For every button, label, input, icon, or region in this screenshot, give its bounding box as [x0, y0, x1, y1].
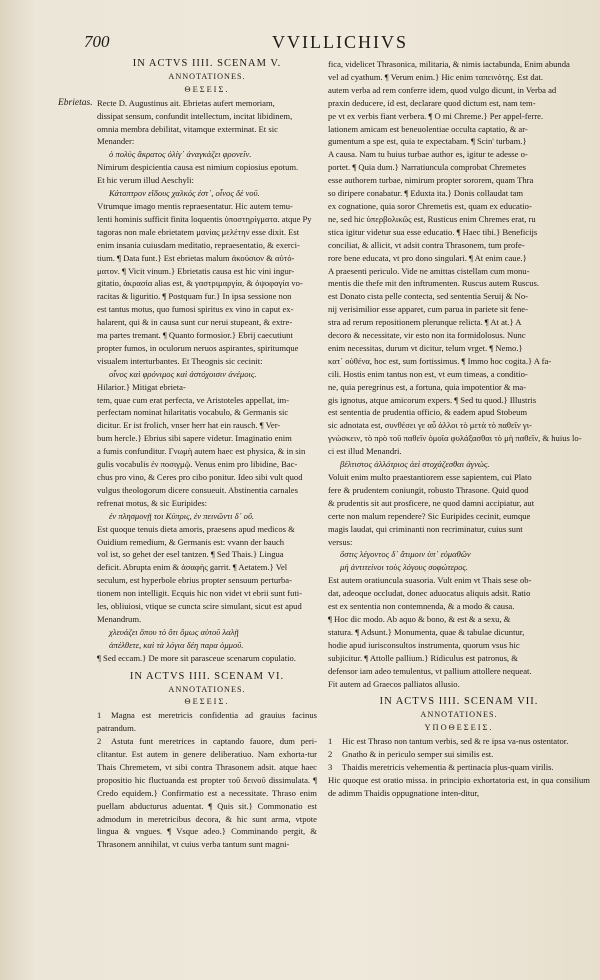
text-line: Menandrum.	[97, 613, 142, 624]
text-line: gumentum a spe est, quia te expectabam. ¶ Scin' turbam.}	[328, 136, 527, 147]
greek-quote: χλευάζει ὅπου τὸ ὅτι ὅμως αὐτοῦ λαλῇ	[109, 626, 239, 637]
text-line: ¶ Sed eccam.} De more sit parasceue scenarum copulatio.	[97, 652, 296, 663]
text-line: Recte D. Augustinus ait. Ebrietas aufert memoriam,	[97, 97, 275, 108]
text-line: Et hic verum illud Aeschyli:	[97, 175, 194, 186]
text-line: Fit autem ad Graecos palliatos allusio.	[328, 678, 460, 689]
text-line: ma partes tremant. ¶ Quanto formosior.} Ebrij caecutiunt	[97, 330, 293, 341]
text-line: ¶ Hoc dic modo. Ab aquo & bono, & est & a sexu, &	[328, 613, 511, 624]
text-line: dicitur. Er ist frolich, vnser herr hat ein rausch. ¶ Ver-	[97, 420, 281, 431]
text-line: refrenat motus, & sic Euripides:	[97, 497, 208, 508]
text-line: stra ad rerum repositionem plerunque relicta. ¶ At at.} A	[328, 317, 522, 328]
text-line: perfectam nominat hilaritatis vocabulo, & Germanis sic	[97, 407, 289, 418]
text-line: fere & prudentem coniungit, robusto Thrasone. Quid quod	[328, 484, 529, 495]
item-number: 1	[97, 710, 102, 721]
item-text: Thaidis meretricis vehementia & pertinacia plus-quam virilis.	[342, 761, 554, 772]
text-line: κατ᾽ οὐθένα, hoc est, sum fortissimus. ¶ Immo hoc cogita.} A fa-	[328, 355, 552, 366]
text-line: est sententia de prudentia officio, & eadem apud Stobeum	[328, 407, 528, 418]
greek-quote: οἶνος καὶ φρόνιμος καὶ ἀστόχοισιν ἀνέμοις.	[109, 368, 257, 379]
text-line: so diripere conabatur. ¶ Eduxta ita.} Donis collaudat tam	[328, 188, 524, 199]
text-line: a fumis confunditur. Γνωμὴ autem haec est physica, & in sin	[97, 446, 306, 457]
section-subtitle: ANNOTATIONES.	[168, 71, 246, 81]
greek-quote: Κάτοπτρον εἴδους χαλκός ἐστ᾽, οἶνος δὲ νοῦ.	[109, 188, 260, 199]
section-greek-heading: ΥΠΟΘΕΣΕΙΣ.	[424, 723, 494, 733]
numbered-item	[97, 735, 317, 851]
text-line: les, obliuiosi, vtique se cuncta scire simulant, sicut est apud	[97, 601, 302, 612]
text-line: visualem interturbantes. Et Theognis sic cecinit:	[97, 355, 263, 366]
text-line: omnia membra debilitat, vitamque exterminat. Et sic	[97, 123, 278, 134]
text-line: enim insania cuiusdam meditatio, repraesentatio, & exerci-	[97, 239, 300, 250]
text-line: γνώσκειν, τὸ πρὸ τοῦ παθεῖν ὁμοῖα φυλάξασθαι τὸ μὴ παθεῖν, & huius lo-	[328, 433, 582, 444]
text-line: dat, adeoque occludat, donec aduocatus aliquis adsit. Ratio	[328, 588, 531, 599]
text-line: enim necessitas, durum vt dicitur, telum vrget. ¶ Nemo.}	[328, 342, 523, 353]
text-line: cili. Hostis enim tantus non est, vt eum timeas, a conditio-	[328, 368, 528, 379]
text-line: ne, quia peregrinus est, a fortuna, quia impotentior & ma-	[328, 381, 527, 392]
item-number: 2	[328, 749, 333, 760]
text-line: Vtrumque imago mentis repraesentatur. Hic autem temu-	[97, 200, 293, 211]
text-line: ci est illud Menandri.	[328, 446, 402, 457]
text-line: tium. ¶ Data funt.} Est ebrietas malum ἀκούσιον & αὐτό-	[97, 252, 295, 263]
text-line: Hilarior.} Mitigat ebrieta-	[97, 381, 186, 392]
text-line: tem, quae cum erat perfecta, ve Aristoteles appellat, im-	[97, 394, 290, 405]
greek-quote: βέλτιστος ἀλλότριος ἀεὶ στοχάζεσθαι ἀγνώς.	[340, 459, 490, 470]
numbered-item	[328, 748, 590, 761]
text-line: conciliat, & allicit, vt adsit contra Thrasonem, tum profe-	[328, 239, 525, 250]
text-line: portet. ¶ Quia dum.} Narratiuncula comprobat Chremetes	[328, 162, 526, 173]
text-line: est tantus motus, quo fumosi spiritus ex vino in caput ex-	[97, 304, 294, 315]
text-line: nij verisimilior esse apparet, cum parua in pariete sit fene-	[328, 304, 528, 315]
text-line: magis laudat, qui criminanti non recriminatur, cuius sunt	[328, 523, 523, 534]
text-line: ματον. ¶ Vicit vinum.} Ebrietatis causa est hic vini ingur-	[97, 265, 295, 276]
text-line: vol ist, so gehet der esel tantzen. ¶ Sed Thais.} Lingua	[97, 549, 284, 560]
text-line: sic adnotata est, συνθέσει γε αὖ ἀλλοι τὸ μετὰ τὸ παθεῖν γι-	[328, 420, 532, 431]
text-line: gulis vocabulis ἐν ποσιγμῷ. Venus enim pro libidine, Bac-	[97, 459, 298, 470]
text-line: ne, sed hic ὑπερβολικῶς est, Rusticus enim Chremes erat, ru	[328, 213, 536, 224]
text-line: Menander:	[97, 136, 135, 147]
greek-quote: ὅστις λέγοντος δ᾽ ἄτιμοιν ὑπ᾽ εὐμαθῶν	[340, 549, 471, 560]
text-line: A causa. Nam tu huius turbae author es, igitur te adesse o-	[328, 149, 528, 160]
text-line: hodie apud iurisconsultos instrumenta, quorum vsus hic	[328, 639, 520, 650]
text-line: stica igitur videtur sua esse educatio. ¶ Haec tibi.} Beneficijs	[328, 226, 538, 237]
item-number: 1	[328, 736, 333, 747]
item-text: Hic est Thraso non tantum verbis, sed & re ipsa va-nus ostentator.	[342, 736, 569, 747]
text-line: certe non malum rependere? Sic Euripides cecinit, eumque	[328, 510, 531, 521]
text-line: bum hercle.} Ebrius sibi sapere videtur. Imaginatio enim	[97, 433, 292, 444]
text-line: vel ad cyathum. ¶ Verum enim.} Hic enim ταπεινότης. Est dat.	[328, 71, 544, 82]
page-header	[84, 32, 592, 56]
text-line: est ex sententia non contemnenda, & a modo & causa.	[328, 601, 515, 612]
text-line: mentis die thefe mit den inftrumenten. Ruscus autem Ruscus.	[328, 278, 539, 289]
text-line: lenti hominis sufficit finita loquentis ὑποστηρίγματα. atque Py	[97, 213, 312, 224]
text-line: halarent, qui & in causa sunt cur nerui stupeant, & extre-	[97, 317, 293, 328]
greek-quote: ἐν πλησμονῇ τοι Κύπρις, ἐν πεινῶντι δ᾽ οὔ.	[109, 510, 255, 521]
numbered-item	[328, 761, 590, 774]
text-line: subjicitur. ¶ Attolle pallium.} Ridiculus est patronus, &	[328, 652, 518, 663]
text-line: statura. ¶ Adsunt.} Monumenta, quae & tabulae dicuntur,	[328, 626, 525, 637]
greek-quote: μὴ ἀντιτείνοι τοὺς λόγους σοφώτερος.	[340, 562, 469, 573]
text-line: rore bene educata, vt pro dono singulari. ¶ At enim caue.}	[328, 252, 527, 263]
page-number: 700	[84, 32, 110, 51]
text-line: esse authorem turbae, nimirum propter sororem, quam Thra	[328, 175, 534, 186]
item-text: Gnatho & in periculo semper sui similis est.	[342, 749, 494, 760]
section-greek-heading: ΘΕΣΕΙΣ.	[184, 697, 230, 707]
text-line: tagoras non male ebrietatem μανίας μελέτην esse dixit. Est	[97, 226, 300, 237]
text-line: Est quoque tenuis dieta amoris, praesens apud medicos &	[97, 523, 295, 534]
greek-quote: ἀπέλθετε, καὶ τὰ λόγια δέη παρα ὁμμοῦ.	[109, 639, 244, 650]
section-title: IN ACTVS IIII. SCENAM V.	[132, 58, 282, 69]
text-line: deficit. Abrupta enim & ἀσαφὴς garrit. ¶ Aetatem.} Vel	[97, 562, 288, 573]
numbered-item	[328, 735, 590, 748]
left-column	[97, 58, 317, 851]
text-line: propter fumos, in oculorum neruos aspirantes, spiritumque	[97, 342, 299, 353]
text-line: Voluit enim multo praestantiorem esse sapientem, cui Plato	[328, 472, 532, 482]
text-line: ex cognatione, quia soror Chremetis est, quam ex educatio-	[328, 200, 532, 211]
right-column	[328, 58, 590, 800]
item-text: Astuta funt meretrices in captando fauore, dum peri-clitantur. Est autem in genere deliberatiuo. Nam exhorta-tur Thais Chremetem, vt sibi contra Thrasonem adsit. atque haec propositio hic fluctuanda est propter τοῦ δεινοῦ dissimulata. ¶ Credo equidem.} Confirmatio est a necessitate. Thraso enim puellam abducturus aduentat. ¶ Quis sit.} Commonatio est admodum in meretricibus decora, & hic sunt arma, vtpote lingua & vngues. ¶ Vsque adeo.} Comminando pergit, & Thrasonem annihilat, vt cuius verba tantum sunt magni-	[97, 736, 317, 850]
item-number: 2	[97, 736, 102, 747]
text-line: defensor iam adeo temulentus, vt pallium attollere nequeat.	[328, 665, 532, 676]
text-line: dissipat sensum, confundit intellectum, incitat libidinem,	[97, 110, 293, 121]
margin-note: Ebrietas.	[58, 98, 93, 108]
section-greek-heading: ΘΕΣΕΙΣ.	[184, 84, 230, 94]
closing-paragraph: Hic quoque est oratio missa. in principio exhortatoria est, in qua consilium de adimm Thaidis oppugnatione inten-ditur,	[328, 774, 590, 798]
text-line: gis ignotus, atque amicorum expers. ¶ Sed tu quod.} Illustris	[328, 394, 537, 405]
item-text: Magna est meretricis confidentia ad grauius facinus patrandum.	[97, 710, 317, 734]
text-line: Nimirum despicientia causa est nimium copiosius epotum.	[97, 162, 299, 173]
section-title: IN ACTVS IIII. SCENAM VII.	[379, 696, 539, 708]
text-line: praxin deducere, id est, declarare quod dictum est, nam tem-	[328, 97, 536, 108]
text-line: pe vt ex verbis fiant verbera. ¶ O mi Chreme.} Per appel-ferre.	[328, 110, 544, 121]
text-line: tionem non intelligit. Ecquis hic non videt vt ebrii sunt futi-	[97, 588, 303, 599]
text-line: lationem amicam est beneuolentiae occulta captatio, & ar-	[328, 123, 528, 134]
text-line: decoro & necessitate, vir esto non ita formidolosus. Nunc	[328, 330, 526, 341]
text-line: vulgus theologorum dicere consueuit. Abstinentia carnales	[97, 484, 298, 495]
text-line: Est autem oratiuncula suasoria. Vult enim vt Thais sese ob-	[328, 575, 532, 586]
section-subtitle: ANNOTATIONES.	[168, 684, 246, 694]
text-line: versus:	[328, 536, 353, 547]
text-line: autem verba ad rem conferre idem, quod vulgo dicunt, in Verba ad	[328, 84, 557, 95]
section-title: IN ACTVS IIII. SCENAM VI.	[129, 670, 285, 682]
text-line: est Donato cista pelle contecta, sed sententia Seruij & No-	[328, 291, 528, 302]
text-line: gitatio, ἀκρασία alias est, & γαστριμαργία, & ὀψοφαγία vo-	[97, 278, 303, 289]
text-line: A praesenti periculo. Vide ne amittas cistellam cum monu-	[328, 265, 530, 276]
greek-quote: ὁ πολὺς ἄκρατος ὀλίγ᾽ ἀναγκάζει φρονεῖν.	[109, 149, 252, 160]
text-line: racitas & liguritio. ¶ Postquam fur.} In ipsa sessione non	[97, 291, 292, 302]
text-line: seculum, est hyperbole ebrius propter sensuum perturba-	[97, 575, 292, 586]
running-head: VVILLICHIVS	[272, 32, 408, 52]
numbered-item	[97, 709, 317, 735]
section-subtitle: ANNOTATIONES.	[420, 710, 498, 720]
text-line: & prudentis sit aut prosficere, ne quod damni accipiatur, aut	[328, 497, 535, 508]
item-number: 3	[328, 761, 333, 772]
text-line: fica, videlicet Thrasonica, militaria, & nimis iactabunda, Enim abunda	[328, 59, 570, 69]
text-line: Ouidium remedium, & Germanis est: vvann der bauch	[97, 536, 285, 547]
text-line: chus pro vino, & Ceres pro cibo ponitur. Ideo sibi vult quod	[97, 472, 303, 482]
